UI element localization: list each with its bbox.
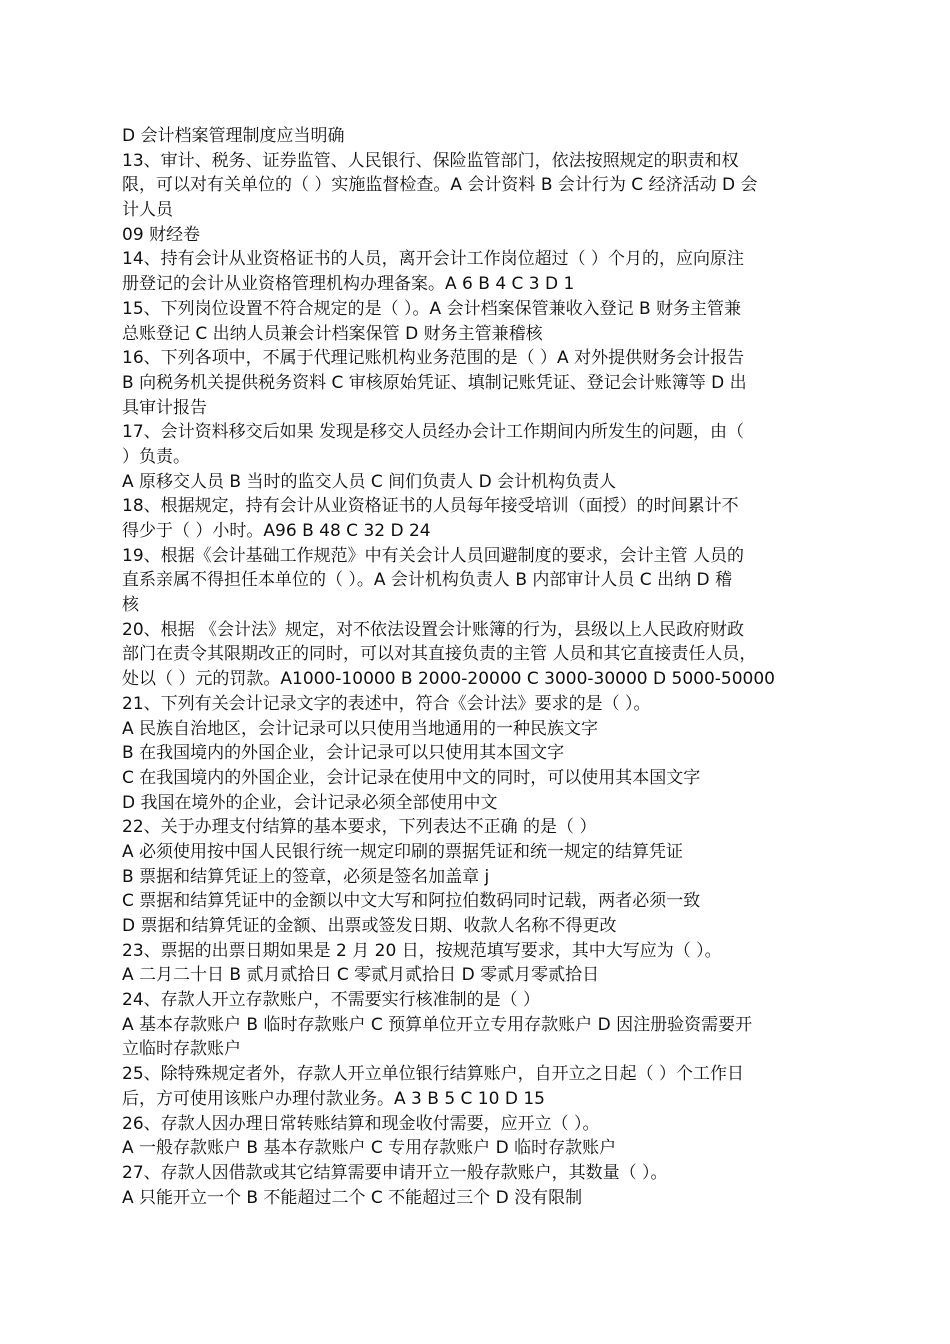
text-line: 16、下列各项中，不属于代理记账机构业务范围的是（ ）A 对外提供财务会计报告: [122, 348, 745, 369]
text-line: 册登记的会计从业资格管理机构办理备案。A 6 B 4 C 3 D 1: [122, 274, 575, 295]
text-line: 23、票据的出票日期如果是 2 月 20 日，按规范填写要求，其中大写应为（ ）。: [122, 940, 722, 961]
text-line: 直系亲属不得担任本单位的（ ）。A 会计机构负责人 B 内部审计人员 C 出纳 D 稽: [122, 570, 732, 591]
text-line: 24、存款人开立存款账户，不需要实行核准制的是（ ）: [122, 990, 541, 1011]
text-line: C 在我国境内的外国企业，会计记录在使用中文的同时，可以使用其本国文字: [122, 767, 701, 788]
text-line: B 票据和结算凭证上的签章，必须是签名加盖章 j: [122, 866, 490, 887]
text-line: 26、存款人因办理日常转账结算和现金收付需要，应开立（ ）。: [122, 1113, 600, 1134]
text-line: 13、审计、税务、证券监管、人民银行、保险监管部门，依法按照规定的职责和权: [122, 150, 739, 171]
text-line: D 票据和结算凭证的金额、出票或签发日期、收款人名称不得更改: [122, 916, 617, 936]
text-line: A 基本存款账户 B 临时存款账户 C 预算单位开立专用存款账户 D 因注册验资需要开: [122, 1014, 753, 1035]
text-line: B 向税务机关提供税务资料 C 审核原始凭证、填制记账凭证、登记会计账簿等 D 出: [122, 372, 747, 393]
text-line: 09 财经卷: [122, 224, 201, 245]
text-line: D 会计档案管理制度应当明确: [122, 126, 345, 146]
text-line: 20、根据 《会计法》规定，对不依法设置会计账簿的行为，县级以上人民政府财政: [122, 619, 745, 640]
text-line: 计人员: [122, 200, 173, 221]
text-line: ）负责。: [122, 446, 190, 467]
text-line: 15、下列岗位设置不符合规定的是（ ）。A 会计档案保管兼收入登记 B 财务主管兼: [122, 298, 742, 319]
text-line: 处以（ ）元的罚款。A1000-10000 B 2000-20000 C 3000-30000 D 5000-50000: [122, 669, 775, 690]
text-line: 后，方可使用该账户办理付款业务。A 3 B 5 C 10 D 15: [122, 1088, 545, 1109]
text-line: 27、存款人因借款或其它结算需要申请开立一般存款账户，其数量（ ）。: [122, 1162, 668, 1183]
text-line: 19、根据《会计基础工作规范》中有关会计人员回避制度的要求，会计主管 人员的: [122, 545, 745, 566]
text-line: A 必须使用按中国人民银行统一规定印刷的票据凭证和统一规定的结算凭证: [122, 841, 684, 862]
text-line: 限，可以对有关单位的（ ）实施监督检查。A 会计资料 B 会计行为 C 经济活动 D 会: [122, 175, 758, 196]
text-line: 21、下列有关会计记录文字的表述中，符合《会计法》要求的是（ ）。: [122, 693, 651, 714]
text-line: A 民族自治地区，会计记录可以只使用当地通用的一种民族文字: [122, 718, 599, 739]
text-line: A 原移交人员 B 当时的监交人员 C 间们负责人 D 会计机构负责人: [122, 471, 617, 492]
text-line: 得少于（ ）小时。A96 B 48 C 32 D 24: [122, 521, 431, 541]
text-line: 22、关于办理支付结算的基本要求，下列表达不正确 的是（ ）: [122, 817, 597, 838]
text-line: 25、除特殊规定者外，存款人开立单位银行结算账户，自开立之日起（ ）个工作日: [122, 1064, 745, 1085]
text-line: 14、持有会计从业资格证书的人员，离开会计工作岗位超过（ ）个月的，应向原注: [122, 249, 745, 270]
text-line: 核: [122, 595, 139, 616]
text-line: C 票据和结算凭证中的金额以中文大写和阿拉伯数码同时记载，两者必须一致: [122, 891, 701, 912]
text-line: 总账登记 C 出纳人员兼会计档案保管 D 财务主管兼稽核: [122, 323, 543, 344]
text-line: A 一般存款账户 B 基本存款账户 C 专用存款账户 D 临时存款账户: [122, 1138, 617, 1159]
text-line: A 二月二十日 B 贰月贰拾日 C 零贰月贰拾日 D 零贰月零贰拾日: [122, 965, 600, 986]
text-line: 17、会计资料移交后如果 发现是移交人员经办会计工作期间内所发生的问题，由（: [122, 422, 745, 443]
text-line: D 我国在境外的企业，会计记录必须全部使用中文: [122, 792, 498, 813]
text-line: 具审计报告: [122, 397, 207, 418]
text-line: 部门在责令其限期改正的同时，可以对其直接负责的主管 人员和其它直接责任人员，: [122, 644, 757, 665]
text-line: 立临时存款账户: [122, 1039, 241, 1060]
text-line: A 只能开立一个 B 不能超过二个 C 不能超过三个 D 没有限制: [122, 1187, 583, 1208]
document-page: [122, 124, 832, 1210]
text-line: 18、根据规定，持有会计从业资格证书的人员每年接受培训（面授）的时间累计不: [122, 496, 739, 517]
text-line: B 在我国境内的外国企业，会计记录可以只使用其本国文字: [122, 743, 565, 764]
